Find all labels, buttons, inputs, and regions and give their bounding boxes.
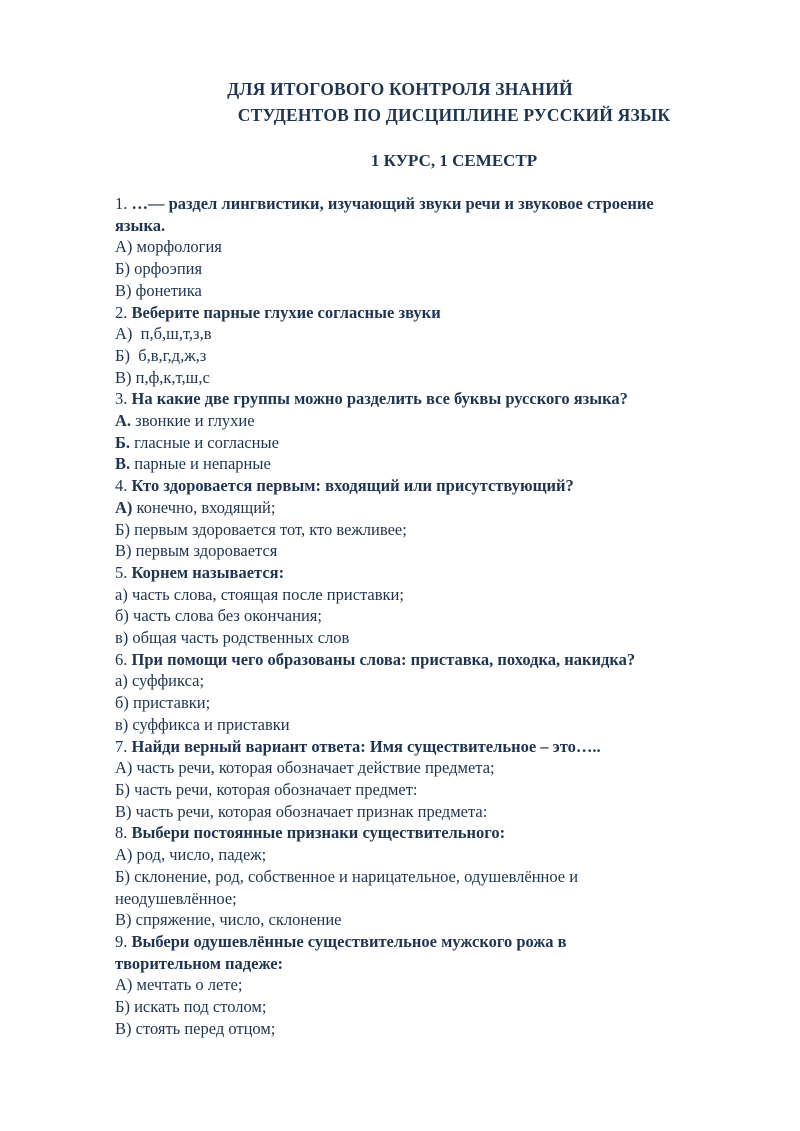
question-number: 9. xyxy=(115,931,132,951)
question-text: …— раздел лингвистики, изучающий звуки речи и звуковое строение xyxy=(131,194,654,213)
option-letter: А) xyxy=(115,497,133,517)
question-number: 4. xyxy=(115,476,132,496)
answer-option xyxy=(115,453,740,475)
question-text: На какие две группы можно разделить все буквы русского языка? xyxy=(131,389,628,409)
answer-option: Б) часть речи, которая обозначает предмет: xyxy=(115,779,418,799)
title-line-1: ДЛЯ ИТОГОВОГО КОНТРОЛЯ ЗНАНИЙ xyxy=(227,79,573,99)
question-text: Выбери постоянные признаки существительного: xyxy=(131,823,506,843)
question-8 xyxy=(115,822,740,844)
answer-option: а) суффикса; xyxy=(115,671,205,691)
question-number: 3. xyxy=(115,389,132,409)
question-5 xyxy=(115,562,740,584)
question-4 xyxy=(115,475,740,497)
question-7 xyxy=(115,736,740,758)
question-3 xyxy=(115,388,740,410)
question-1 xyxy=(115,193,740,215)
answer-option xyxy=(115,497,740,519)
question-text: Веберите парные глухие согласные звуки xyxy=(131,302,441,322)
answer-option: Б) первым здоровается тот, кто вежливее; xyxy=(115,519,407,539)
answer-option: В) стоять перед отцом; xyxy=(115,1018,276,1038)
option-letter: Б. xyxy=(115,432,131,452)
answer-option: в) общая часть родственных слов xyxy=(115,628,350,648)
question-number: 8. xyxy=(115,823,132,843)
question-number: 7. xyxy=(115,736,132,756)
answer-option: А) морфология xyxy=(115,237,222,257)
question-number: 5. xyxy=(115,562,132,582)
answer-option xyxy=(115,410,740,432)
course-heading: 1 КУРС, 1 СЕМЕСТР xyxy=(370,151,538,170)
question-9 xyxy=(115,931,740,953)
question-number: 6. xyxy=(115,649,132,669)
option-text: гласные и согласные xyxy=(130,432,279,452)
answer-option xyxy=(115,432,740,454)
option-letter: В. xyxy=(115,454,131,474)
answer-option: б) приставки; xyxy=(115,693,211,713)
question-9-text-continued: творительном падеже: xyxy=(115,953,284,973)
answer-option: В) фонетика xyxy=(115,280,202,300)
question-number: 2. xyxy=(115,302,132,322)
option-text: парные и непарные xyxy=(130,454,271,474)
answer-option: Б) орфоэпия xyxy=(115,259,203,279)
question-text: Корнем называется: xyxy=(131,562,285,582)
question-6 xyxy=(115,649,740,671)
answer-option: б) часть слова без окончания; xyxy=(115,606,322,626)
answer-option: А) п,б,ш,т,з,в xyxy=(115,324,212,344)
question-number: 1. xyxy=(115,194,132,213)
document-title xyxy=(0,76,800,128)
question-text: При помощи чего образованы слова: приставка, походка, накидка? xyxy=(131,649,636,669)
question-text: Выбери одушевлённые существительное мужского рожа в xyxy=(131,931,567,951)
question-text: Кто здоровается первым: входящий или присутствующий? xyxy=(131,476,574,496)
answer-option: в) суффикса и приставки xyxy=(115,714,290,734)
answer-option: В) спряжение, число, склонение xyxy=(115,910,342,930)
answer-option: В) п,ф,к,т,ш,с xyxy=(115,367,210,387)
answer-option: А) часть речи, которая обозначает действие предмета; xyxy=(115,758,495,778)
answer-option: В) первым здоровается xyxy=(115,541,278,561)
option-text: конечно, входящий; xyxy=(132,497,276,517)
question-2 xyxy=(115,302,740,324)
option-text: звонкие и глухие xyxy=(131,411,255,431)
answer-option: А) мечтать о лете; xyxy=(115,975,243,995)
answer-option: А) род, число, падеж; xyxy=(115,845,267,865)
answer-option: В) часть речи, которая обозначает признак предмета: xyxy=(115,801,488,821)
question-text: Найди верный вариант ответа: Имя существительное – это….. xyxy=(131,736,601,756)
questions-list xyxy=(115,193,740,1039)
answer-option: Б) склонение, род, собственное и нарицательное, одушевлённое и xyxy=(115,866,579,886)
option-letter: А. xyxy=(115,411,132,431)
answer-option: Б) искать под столом; xyxy=(115,997,267,1017)
answer-option-continued: неодушевлённое; xyxy=(115,888,237,908)
title-line-2: СТУДЕНТОВ ПО ДИСЦИПЛИНЕ РУССКИЙ ЯЗЫК xyxy=(237,105,671,125)
question-1-text-continued: языка. xyxy=(115,215,166,235)
answer-option: Б) б,в,г,д,ж,з xyxy=(115,345,207,365)
answer-option: а) часть слова, стоящая после приставки; xyxy=(115,584,404,604)
